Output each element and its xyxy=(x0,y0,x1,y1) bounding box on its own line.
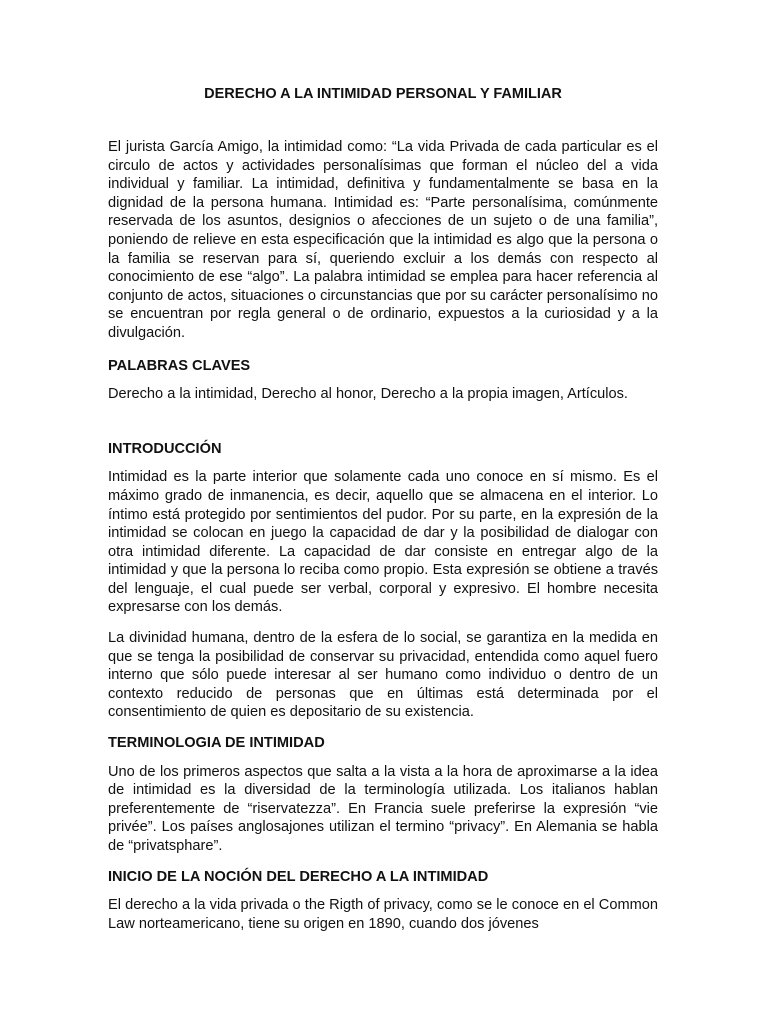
keywords-heading: PALABRAS CLAVES xyxy=(108,357,251,374)
origin-heading: INICIO DE LA NOCIÓN DEL DERECHO A LA INTIMIDAD xyxy=(108,868,489,885)
introduction-heading: INTRODUCCIÓN xyxy=(108,440,222,457)
keywords-paragraph: Derecho a la intimidad, Derecho al honor, Derecho a la propia imagen, Artículos. xyxy=(108,386,628,403)
document-page xyxy=(108,0,658,933)
document-title: DERECHO A LA INTIMIDAD PERSONAL Y FAMILIAR xyxy=(204,86,562,102)
introduction-paragraph-1: Intimidad es la parte interior que solamente cada uno conoce en sí mismo. Es el máximo grado de inmanencia, es decir, aquello que se almacena en el interior. Lo íntimo está protegido por sentimientos del pudor. Por su parte, en la expresión de la intimidad se colocan en juego la capacidad de dar y la posibilidad de dialogar con otra intimidad diferente. La capacidad de dar consiste en entregar algo de la intimidad y que la persona lo reciba como propio. Esta expresión se obtiene a través del lenguaje, el cual puede ser verbal, corporal y expresivo. El hombre necesita expresarse con los demás. xyxy=(108,469,658,616)
introduction-paragraph-2: La divinidad humana, dentro de la esfera de lo social, se garantiza en la medida en que se tenga la posibilidad de conservar su privacidad, entendida como aquel fuero interno que sólo puede interesar al ser humano como individuo o dentro de un contexto reducido de personas que en últimas está determinada por el consentimiento de quien es depositario de su existencia. xyxy=(108,630,658,721)
origin-paragraph: El derecho a la vida privada o the Rigth of privacy, como se le conoce en el Common Law norteamericano, tiene su origen en 1890, cuando dos jóvenes xyxy=(108,897,658,932)
terminology-heading: TERMINOLOGIA DE INTIMIDAD xyxy=(108,735,325,752)
terminology-paragraph: Uno de los primeros aspectos que salta a la vista a la hora de aproximarse a la idea de intimidad es la diversidad de la terminología utilizada. Los italianos hablan preferentemente de “riservatezza”. En Francia suele preferirse la expresión “vie privée”. Los países anglosajones utilizan el termino “privacy”. En Alemania se habla de “privatsphare”. xyxy=(108,763,658,854)
abstract-paragraph: El jurista García Amigo, la intimidad como: “La vida Privada de cada particular es el circulo de actos y actividades personalísimas que forman el núcleo del a vida individual y familiar. La intimidad, definitiva y fundamentalmente se basa en la dignidad de la persona humana. Intimidad es: “Parte personalísima, comúnmente reservada de los asuntos, designios o afecciones de un sujeto o de una familia”, poniendo de relieve en esta especificación que la intimidad es algo que la persona o la familia se reservan para sí, queriendo excluir a los demás con respecto al conocimiento de ese “algo”. La palabra intimidad se emplea para hacer referencia al conjunto de actos, situaciones o circunstancias que por su carácter personalísimo no se encuentran por regla general o de ordinario, expuestos a la curiosidad y a la divulgación. xyxy=(108,139,658,341)
